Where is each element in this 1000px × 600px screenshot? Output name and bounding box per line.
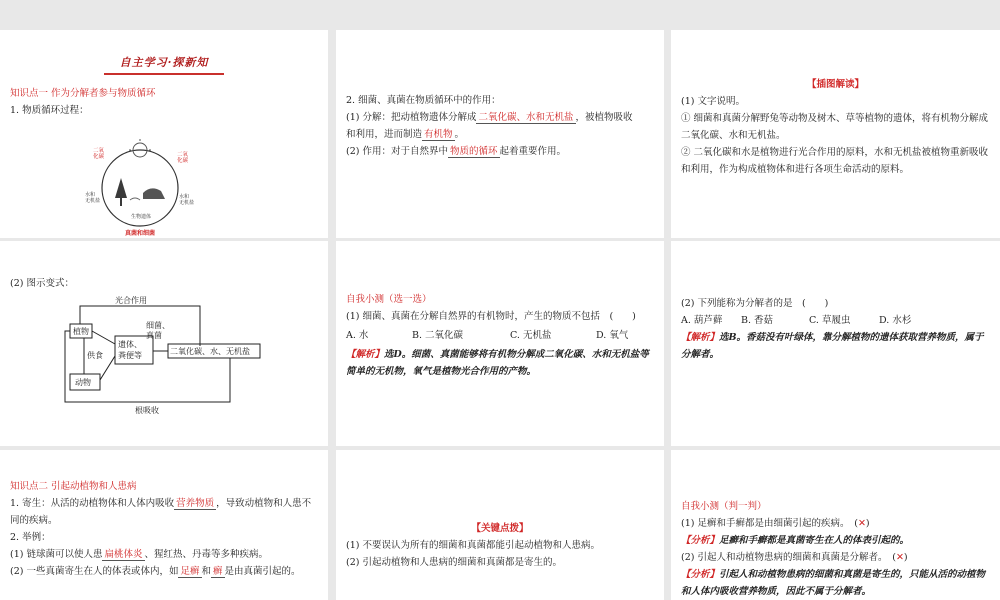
process-label: 1. 物质循环过程： <box>10 105 89 116</box>
parasite-def: 1. 寄生：从活的动植物体和人体内吸收 营养物质 ，导致动植物和人患不同的疾病。 <box>10 498 312 526</box>
illustration-title: 【插图解读】 <box>806 79 864 90</box>
products-label: 二氧化碳、水、无机盐 <box>170 347 250 356</box>
text-note-label: (1) 文字说明。 <box>681 96 745 107</box>
svg-text:化碳: 化碳 <box>177 158 189 164</box>
role-title: 2. 细菌、真菌在物质循环中的作用： <box>346 95 501 106</box>
blank-ringworm: 癣 <box>213 566 223 577</box>
example-2: (2) 一些真菌寄生在人的体表或体内，如 足癣 和 癣 是由真菌引起的。 <box>10 566 301 577</box>
co2-label-right: 二氧 <box>177 152 189 158</box>
card-quiz-choice-2 <box>671 241 1000 446</box>
options-1 <box>346 327 654 344</box>
water-salt-label-right: 水和 <box>179 194 190 200</box>
blank-organic: 有机物 <box>424 129 453 140</box>
key-point-2: (2) 引起动植物和人患病的细菌和真菌都是寄生的。 <box>346 557 562 568</box>
deer-icon <box>143 188 165 199</box>
option-c[interactable]: C. 无机盐 <box>510 330 552 341</box>
root-absorb-line <box>65 331 230 402</box>
option-a[interactable]: A. 葫芦藓 <box>681 315 723 326</box>
co2-label-left: 二氧 <box>93 148 105 154</box>
card-illustration <box>671 30 1000 238</box>
illustration-point-1: ① 细菌和真菌分解野兔等动物及树木、草等植物的遗体，将有机物分解成二氧化碳、水和无机盐。 <box>681 113 989 141</box>
card-key-points <box>336 450 664 600</box>
options-2 <box>681 312 990 329</box>
photosynthesis-label: 光合作用 <box>115 296 147 305</box>
option-b[interactable]: B. 香菇 <box>741 315 774 326</box>
remains-label: 遗体、 <box>118 340 142 349</box>
answer-analysis: 【解析】选B。香菇没有叶绿体，靠分解植物的遗体获取营养物质，属于分解者。 <box>681 332 984 360</box>
svg-text:真菌: 真菌 <box>146 331 162 340</box>
key-point-1: (1) 不要误认为所有的细菌和真菌都能引起动植物和人患病。 <box>346 540 600 551</box>
answer-analysis: 【解析】选D。细菌、真菌能够将有机物分解成二氧化碳、水和无机盐等简单的无机物，氧气是植物光合作用的产物。 <box>346 349 649 377</box>
function-line: (2) 作用：对于自然界中 物质的循环 起着重要作用。 <box>346 146 567 157</box>
animal-label: 动物 <box>75 378 91 387</box>
plant-label: 植物 <box>73 327 89 336</box>
card-quiz-judge <box>671 450 1000 600</box>
card-flow-variant <box>0 241 328 446</box>
card-knowledge-1 <box>0 30 328 238</box>
option-d[interactable]: D. 水杉 <box>879 315 912 326</box>
knowledge-point-title: 知识点一 作为分解者参与物质循环 <box>10 88 156 99</box>
fungi-bacteria-label: 真菌和细菌 <box>125 230 156 237</box>
blank-products: 二氧化碳、水和无机盐 <box>478 112 574 123</box>
card-quiz-choice-1 <box>336 241 664 446</box>
blank-nutrients: 营养物质 <box>176 498 215 509</box>
knowledge-point-2-title: 知识点二 引起动植物和人患病 <box>10 481 137 492</box>
root-label: 根吸收 <box>135 406 159 415</box>
sun-rays <box>129 139 151 150</box>
judge-title: 自我小测（判一判） <box>681 501 767 512</box>
question-1: (1) 细菌、真菌在分解自然界的有机物时，产生的物质不包括 ( ) <box>346 311 636 322</box>
decompose-line: (1) 分解：把动植物遗体分解成 二氧化碳、水和无机盐 ，被植物吸收 <box>346 112 633 123</box>
wrong-mark-icon: ✕ <box>857 518 866 529</box>
section-header: 自主学习·探新知 <box>104 54 225 75</box>
option-c[interactable]: C. 草履虫 <box>809 315 851 326</box>
card-role <box>336 30 664 238</box>
remains-label: 生物遗体 <box>131 214 152 220</box>
feed-label: 供食 <box>87 351 103 360</box>
svg-text:无机盐: 无机盐 <box>179 200 195 206</box>
svg-text:化碳: 化碳 <box>93 154 105 160</box>
question-2: (2) 下列能称为分解者的是 ( ) <box>681 298 829 309</box>
judge-a1: 【分析】足癣和手癣都是真菌寄生在人的体表引起的。 <box>681 535 910 546</box>
example-1: (1) 链球菌可以使人患 扁桃体炎 、猩红热、丹毒等多种疾病。 <box>10 549 269 560</box>
blank-cycle: 物质的循环 <box>449 146 498 157</box>
bacteria-label: 细菌、 <box>146 321 170 330</box>
wrong-mark-icon: ✕ <box>895 552 904 563</box>
blank-tonsillitis: 扁桃体炎 <box>104 549 143 560</box>
judge-q2: (2) 引起人和动植物患病的细菌和真菌是分解者。 (✕) <box>681 552 908 563</box>
illustration-point-2: ② 二氧化碳和水是植物进行光合作用的原料，水和无机盐被植物重新吸收和利用，作为构成植物体和进行各项生命活动的原料。 <box>681 147 989 175</box>
judge-a2: 【分析】引起人和动植物患病的细菌和真菌是寄生的，只能从活的动植物和人体内吸收营养物质，因此不属于分解者。 <box>681 569 986 597</box>
judge-q1: (1) 足癣和手癣都是由细菌引起的疾病。 (✕) <box>681 518 870 529</box>
examples-label: 2. 举例： <box>10 532 51 543</box>
quiz-title: 自我小测（选一选） <box>346 294 432 305</box>
water-salt-label-left: 水和 <box>85 192 96 198</box>
rabbit-icon <box>130 198 140 200</box>
variant-label: (2) 图示变式： <box>10 278 74 289</box>
key-points-title: 【关键点拨】 <box>471 523 529 534</box>
material-cycle-diagram <box>85 138 195 238</box>
tree-icon <box>115 178 127 198</box>
option-a[interactable]: A. 水 <box>346 330 369 341</box>
flow-diagram <box>60 296 320 416</box>
blank-athlete-foot: 足癣 <box>180 566 200 577</box>
decompose-line-2: 和利用，进而制造 有机物 。 <box>346 129 465 140</box>
option-d[interactable]: D. 氧气 <box>596 330 629 341</box>
svg-text:无机盐: 无机盐 <box>85 198 101 204</box>
option-b[interactable]: B. 二氧化碳 <box>412 330 464 341</box>
card-knowledge-2 <box>0 450 328 600</box>
svg-text:粪便等: 粪便等 <box>118 351 142 360</box>
